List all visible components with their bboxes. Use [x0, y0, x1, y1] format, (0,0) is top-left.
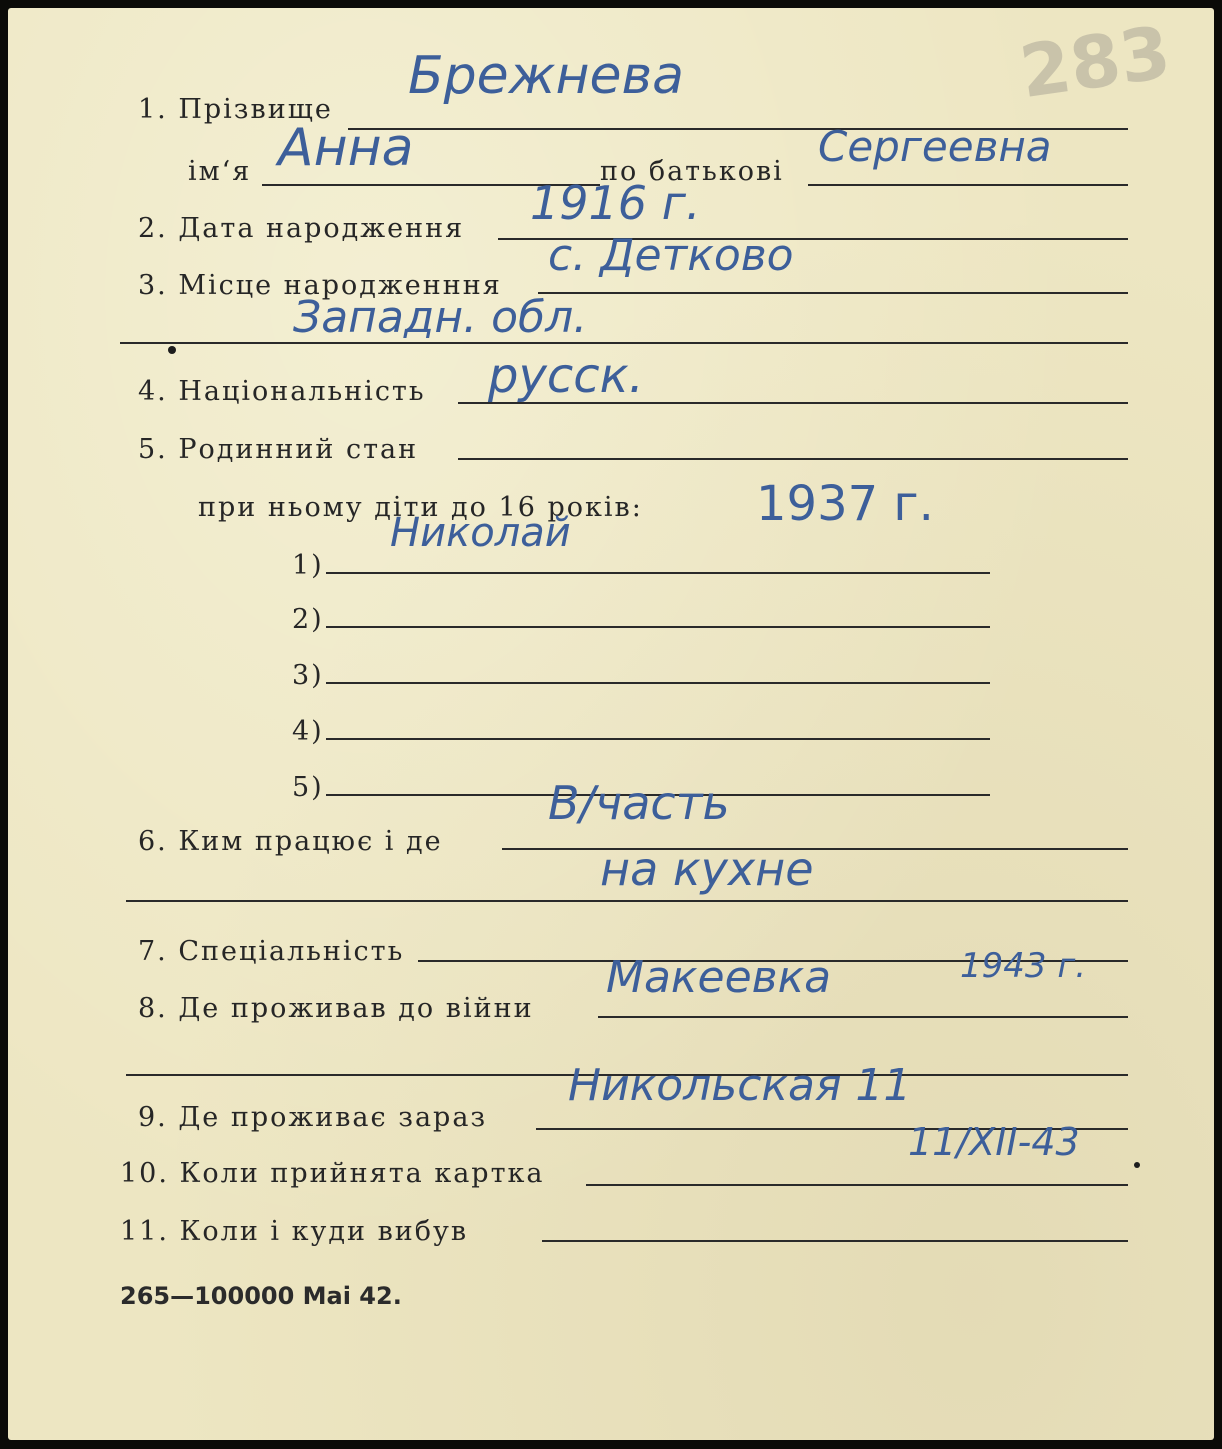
child-year-handwriting: 1937 г. — [756, 476, 934, 532]
surname-handwriting: Брежнева — [408, 46, 685, 106]
birth-place-handwriting-2: Западн. обл. — [293, 292, 588, 343]
card-date-line — [586, 1184, 1128, 1186]
prewar-place-handwriting: Макеевка — [606, 952, 832, 1003]
prewar-year-handwriting: 1943 г. — [960, 946, 1087, 986]
child-2-label: 2) — [292, 604, 324, 635]
departure-label: 11. Коли і куди вибув — [120, 1216, 469, 1247]
print-run-footer: 265—100000 Маі 42. — [120, 1282, 402, 1310]
marital-line — [458, 458, 1128, 460]
child-1-label: 1) — [292, 550, 324, 581]
card-date-label: 10. Коли прийнята картка — [120, 1158, 545, 1189]
birth-place-label: 3. Місце народженння — [138, 270, 502, 301]
departure-line — [542, 1240, 1128, 1242]
patronymic-line — [808, 184, 1128, 186]
work-line-2 — [126, 900, 1128, 902]
birth-place-line — [538, 292, 1128, 294]
marital-label: 5. Родинний стан — [138, 434, 419, 465]
margin-dot — [1134, 1162, 1140, 1168]
name-handwriting: Анна — [278, 118, 414, 178]
child-4-label: 4) — [292, 716, 324, 747]
archive-number: 283 — [1014, 9, 1176, 115]
child-3-line — [326, 682, 990, 684]
birth-place-line-2 — [120, 342, 1128, 344]
birth-year-handwriting: 1916 г. — [530, 176, 701, 230]
children-label: при ньому діти до 16 років: — [198, 492, 643, 523]
specialty-label: 7. Спеціальність — [138, 936, 405, 967]
current-label: 9. Де проживає зараз — [138, 1102, 488, 1133]
work-line — [502, 848, 1128, 850]
work-handwriting-1: В/часть — [548, 776, 730, 830]
nationality-label: 4. Національність — [138, 376, 426, 407]
patronymic-label: по батькові — [600, 156, 784, 187]
ink-spot — [168, 346, 176, 354]
name-label: ім‘я — [188, 156, 252, 187]
birth-date-label: 2. Дата народження — [138, 213, 465, 244]
prewar-line — [598, 1016, 1128, 1018]
patronymic-handwriting: Сергеевна — [818, 122, 1052, 171]
prewar-label: 8. Де проживав до війни — [138, 993, 534, 1024]
child-3-label: 3) — [292, 660, 324, 691]
birth-place-handwriting-1: с. Детково — [548, 230, 794, 281]
surname-label: 1. Прізвище — [138, 94, 333, 125]
child-4-line — [326, 738, 990, 740]
registration-card — [8, 8, 1214, 1440]
child-2-line — [326, 626, 990, 628]
work-handwriting-2: на кухне — [600, 842, 814, 896]
work-label: 6. Ким працює і де — [138, 826, 443, 857]
child-5-label: 5) — [292, 772, 324, 803]
nationality-handwriting: русск. — [488, 348, 644, 404]
child-name-handwriting: Николай — [390, 510, 571, 556]
current-address-handwriting: Никольская 11 — [568, 1060, 912, 1111]
card-date-handwriting: 11/XII-43 — [908, 1120, 1080, 1164]
child-1-line — [326, 572, 990, 574]
